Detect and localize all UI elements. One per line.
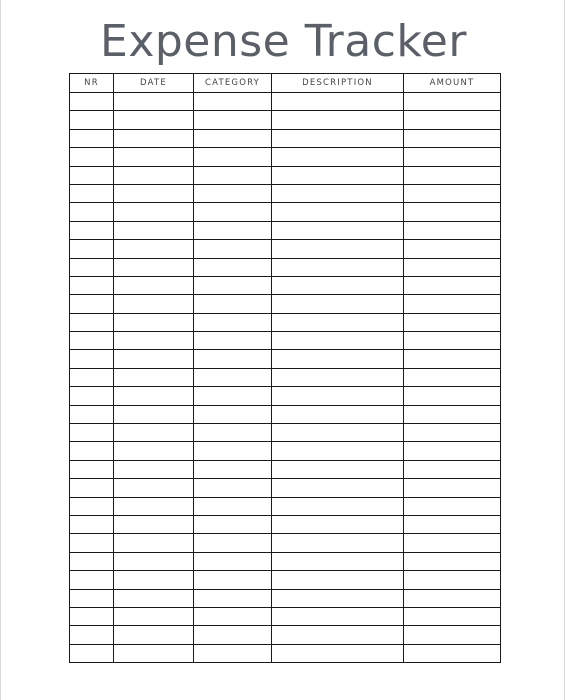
cell-date[interactable] [114, 148, 194, 166]
cell-description[interactable] [272, 313, 404, 331]
cell-amount[interactable] [404, 405, 501, 423]
cell-amount[interactable] [404, 276, 501, 294]
cell-nr[interactable] [70, 313, 114, 331]
cell-date[interactable] [114, 313, 194, 331]
table-row [70, 460, 501, 478]
table-row [70, 203, 501, 221]
table-row [70, 589, 501, 607]
cell-description[interactable] [272, 460, 404, 478]
table-row [70, 184, 501, 202]
table-row [70, 387, 501, 405]
cell-date[interactable] [114, 589, 194, 607]
cell-description[interactable] [272, 589, 404, 607]
table-row [70, 607, 501, 625]
cell-description[interactable] [272, 368, 404, 386]
cell-nr[interactable] [70, 184, 114, 202]
cell-nr[interactable] [70, 515, 114, 533]
cell-category[interactable] [194, 129, 272, 147]
cell-date[interactable] [114, 166, 194, 184]
cell-nr[interactable] [70, 497, 114, 515]
cell-nr[interactable] [70, 460, 114, 478]
cell-nr[interactable] [70, 534, 114, 552]
cell-date[interactable] [114, 350, 194, 368]
cell-amount[interactable] [404, 497, 501, 515]
table-row [70, 111, 501, 129]
cell-nr[interactable] [70, 258, 114, 276]
cell-nr[interactable] [70, 166, 114, 184]
cell-date[interactable] [114, 276, 194, 294]
table-row [70, 405, 501, 423]
cell-description[interactable] [272, 258, 404, 276]
cell-description[interactable] [272, 111, 404, 129]
table-row [70, 644, 501, 662]
table-row [70, 515, 501, 533]
cell-date[interactable] [114, 552, 194, 570]
cell-date[interactable] [114, 497, 194, 515]
cell-description[interactable] [272, 221, 404, 239]
cell-date[interactable] [114, 607, 194, 625]
cell-category[interactable] [194, 405, 272, 423]
cell-category[interactable] [194, 571, 272, 589]
cell-nr[interactable] [70, 479, 114, 497]
column-header-description: DESCRIPTION [272, 74, 404, 93]
cell-description[interactable] [272, 387, 404, 405]
cell-nr[interactable] [70, 387, 114, 405]
cell-date[interactable] [114, 515, 194, 533]
cell-nr[interactable] [70, 571, 114, 589]
cell-nr[interactable] [70, 148, 114, 166]
cell-amount[interactable] [404, 607, 501, 625]
cell-date[interactable] [114, 93, 194, 111]
cell-amount[interactable] [404, 589, 501, 607]
cell-description[interactable] [272, 644, 404, 662]
cell-amount[interactable] [404, 258, 501, 276]
cell-category[interactable] [194, 111, 272, 129]
cell-category[interactable] [194, 497, 272, 515]
cell-nr[interactable] [70, 424, 114, 442]
cell-amount[interactable] [404, 552, 501, 570]
cell-amount[interactable] [404, 644, 501, 662]
cell-category[interactable] [194, 515, 272, 533]
cell-description[interactable] [272, 240, 404, 258]
table-row [70, 479, 501, 497]
cell-category[interactable] [194, 313, 272, 331]
cell-nr[interactable] [70, 368, 114, 386]
cell-nr[interactable] [70, 405, 114, 423]
cell-nr[interactable] [70, 607, 114, 625]
cell-amount[interactable] [404, 368, 501, 386]
cell-nr[interactable] [70, 350, 114, 368]
cell-description[interactable] [272, 184, 404, 202]
table-row [70, 258, 501, 276]
cell-category[interactable] [194, 148, 272, 166]
cell-description[interactable] [272, 129, 404, 147]
cell-category[interactable] [194, 626, 272, 644]
cell-date[interactable] [114, 479, 194, 497]
cell-amount[interactable] [404, 221, 501, 239]
table-row [70, 350, 501, 368]
cell-category[interactable] [194, 184, 272, 202]
column-header-category: CATEGORY [194, 74, 272, 93]
cell-nr[interactable] [70, 332, 114, 350]
table-row [70, 240, 501, 258]
cell-nr[interactable] [70, 221, 114, 239]
cell-date[interactable] [114, 111, 194, 129]
cell-nr[interactable] [70, 129, 114, 147]
table-row [70, 166, 501, 184]
cell-description[interactable] [272, 552, 404, 570]
cell-description[interactable] [272, 405, 404, 423]
cell-description[interactable] [272, 626, 404, 644]
table-row [70, 626, 501, 644]
cell-category[interactable] [194, 387, 272, 405]
cell-category[interactable] [194, 258, 272, 276]
cell-amount[interactable] [404, 424, 501, 442]
table-row [70, 221, 501, 239]
cell-date[interactable] [114, 644, 194, 662]
cell-date[interactable] [114, 405, 194, 423]
cell-category[interactable] [194, 221, 272, 239]
cell-date[interactable] [114, 295, 194, 313]
header-row [70, 74, 501, 93]
cell-date[interactable] [114, 184, 194, 202]
cell-description[interactable] [272, 534, 404, 552]
cell-nr[interactable] [70, 276, 114, 294]
cell-amount[interactable] [404, 166, 501, 184]
cell-category[interactable] [194, 534, 272, 552]
cell-category[interactable] [194, 644, 272, 662]
cell-category[interactable] [194, 368, 272, 386]
cell-category[interactable] [194, 479, 272, 497]
cell-nr[interactable] [70, 589, 114, 607]
cell-amount[interactable] [404, 295, 501, 313]
table-body [70, 93, 501, 663]
cell-date[interactable] [114, 129, 194, 147]
cell-category[interactable] [194, 460, 272, 478]
cell-date[interactable] [114, 460, 194, 478]
cell-category[interactable] [194, 589, 272, 607]
cell-amount[interactable] [404, 387, 501, 405]
cell-description[interactable] [272, 479, 404, 497]
cell-date[interactable] [114, 534, 194, 552]
cell-description[interactable] [272, 166, 404, 184]
cell-date[interactable] [114, 240, 194, 258]
table-row [70, 424, 501, 442]
cell-description[interactable] [272, 203, 404, 221]
cell-amount[interactable] [404, 111, 501, 129]
cell-amount[interactable] [404, 460, 501, 478]
cell-amount[interactable] [404, 148, 501, 166]
cell-date[interactable] [114, 221, 194, 239]
table-row [70, 276, 501, 294]
table-row [70, 497, 501, 515]
cell-category[interactable] [194, 166, 272, 184]
cell-description[interactable] [272, 295, 404, 313]
table-row [70, 295, 501, 313]
cell-category[interactable] [194, 552, 272, 570]
cell-amount[interactable] [404, 515, 501, 533]
cell-description[interactable] [272, 350, 404, 368]
cell-date[interactable] [114, 424, 194, 442]
expense-table [69, 73, 501, 663]
cell-amount[interactable] [404, 479, 501, 497]
cell-description[interactable] [272, 442, 404, 460]
cell-description[interactable] [272, 276, 404, 294]
cell-amount[interactable] [404, 313, 501, 331]
cell-description[interactable] [272, 424, 404, 442]
table-row [70, 368, 501, 386]
cell-nr[interactable] [70, 552, 114, 570]
cell-description[interactable] [272, 93, 404, 111]
cell-nr[interactable] [70, 240, 114, 258]
cell-amount[interactable] [404, 184, 501, 202]
cell-amount[interactable] [404, 93, 501, 111]
cell-nr[interactable] [70, 626, 114, 644]
cell-category[interactable] [194, 93, 272, 111]
column-header-amount: AMOUNT [404, 74, 501, 93]
column-header-date: DATE [114, 74, 194, 93]
cell-date[interactable] [114, 203, 194, 221]
table-row [70, 571, 501, 589]
cell-description[interactable] [272, 332, 404, 350]
cell-date[interactable] [114, 258, 194, 276]
cell-nr[interactable] [70, 442, 114, 460]
table-row [70, 129, 501, 147]
table-row [70, 148, 501, 166]
cell-amount[interactable] [404, 442, 501, 460]
cell-description[interactable] [272, 515, 404, 533]
table-row [70, 332, 501, 350]
cell-category[interactable] [194, 442, 272, 460]
cell-category[interactable] [194, 424, 272, 442]
cell-category[interactable] [194, 332, 272, 350]
cell-category[interactable] [194, 350, 272, 368]
cell-nr[interactable] [70, 93, 114, 111]
table-row [70, 93, 501, 111]
cell-date[interactable] [114, 442, 194, 460]
cell-description[interactable] [272, 607, 404, 625]
cell-description[interactable] [272, 571, 404, 589]
cell-amount[interactable] [404, 203, 501, 221]
cell-description[interactable] [272, 497, 404, 515]
cell-date[interactable] [114, 571, 194, 589]
cell-date[interactable] [114, 368, 194, 386]
table-row [70, 534, 501, 552]
cell-amount[interactable] [404, 571, 501, 589]
table-row [70, 313, 501, 331]
cell-nr[interactable] [70, 203, 114, 221]
cell-nr[interactable] [70, 644, 114, 662]
cell-description[interactable] [272, 148, 404, 166]
cell-amount[interactable] [404, 332, 501, 350]
cell-date[interactable] [114, 387, 194, 405]
table-row [70, 442, 501, 460]
cell-amount[interactable] [404, 129, 501, 147]
cell-category[interactable] [194, 295, 272, 313]
page-title: Expense Tracker [100, 16, 467, 67]
cell-amount[interactable] [404, 350, 501, 368]
cell-nr[interactable] [70, 111, 114, 129]
cell-category[interactable] [194, 607, 272, 625]
cell-amount[interactable] [404, 240, 501, 258]
cell-amount[interactable] [404, 534, 501, 552]
table-row [70, 552, 501, 570]
cell-date[interactable] [114, 626, 194, 644]
cell-amount[interactable] [404, 626, 501, 644]
cell-nr[interactable] [70, 295, 114, 313]
cell-category[interactable] [194, 240, 272, 258]
column-header-nr: NR [70, 74, 114, 93]
cell-date[interactable] [114, 332, 194, 350]
cell-category[interactable] [194, 276, 272, 294]
cell-category[interactable] [194, 203, 272, 221]
